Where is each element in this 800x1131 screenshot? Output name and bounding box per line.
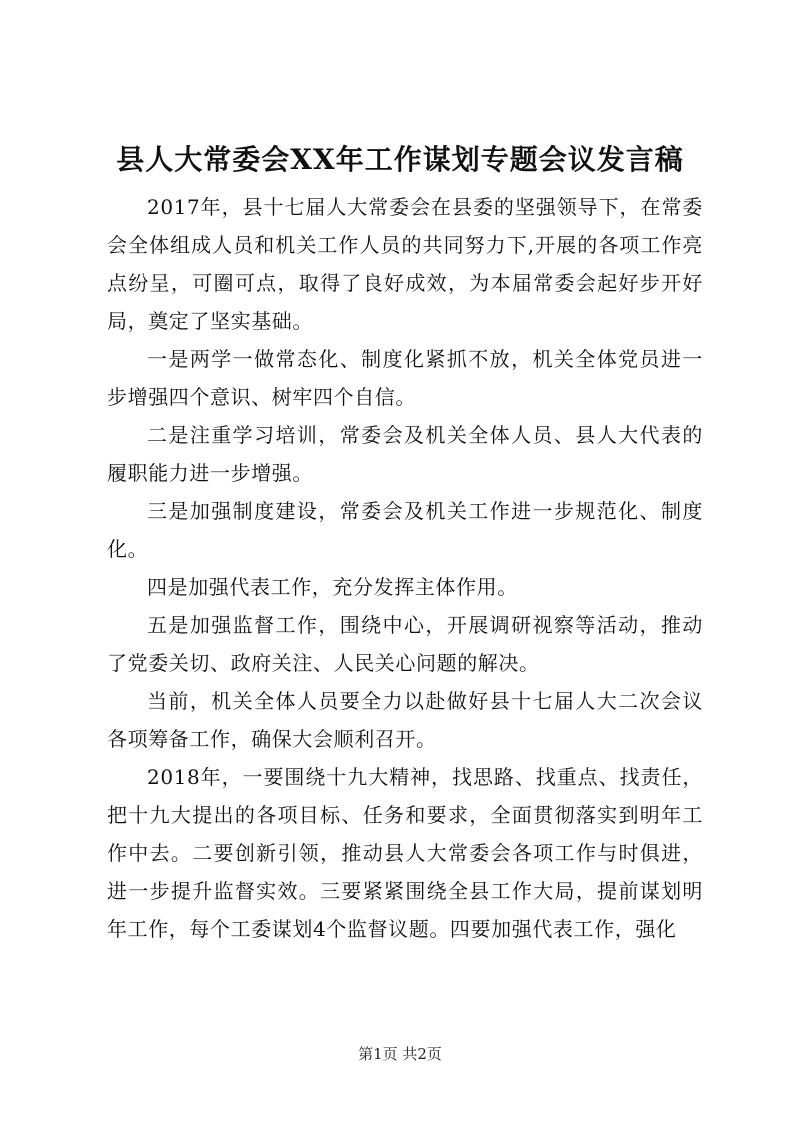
page-number-footer: 第1页 共2页 (358, 1045, 442, 1063)
document-body (107, 188, 703, 948)
paragraph-intro: 2017年，县十七届人大常委会在县委的坚强领导下，在常委会全体组成人员和机关工作人员的共同努力下,开展的各项工作亮点纷呈，可圈可点，取得了良好成效，为本届常委会起好步开好局，奠定了坚实基础。 (107, 195, 703, 333)
paragraph-item-3: 三是加强制度建设，常委会及机关工作进一步规范化、制度化。 (107, 499, 703, 561)
paragraph-item-4: 四是加强代表工作，充分发挥主体作用。 (147, 575, 518, 599)
paragraph-2018-plan: 2018年，一要围绕十九大精神，找思路、找重点、找责任，把十九大提出的各项目标、任务和要求，全面贯彻落实到明年工作中去。二要创新引领，推动县人大常委会各项工作与时俱进，进一步提升监督实效。三要紧紧围绕全县工作大局，提前谋划明年工作，每个工委谋划4个监督议题。四要加强代表工作，强化 (107, 765, 703, 941)
document-title: 县人大常委会XX年工作谋划专题会议发言稿 (116, 143, 684, 176)
paragraph-item-5: 五是加强监督工作，围绕中心，开展调研视察等活动，推动了党委关切、政府关注、人民关心问题的解决。 (107, 613, 703, 675)
paragraph-item-1: 一是两学一做常态化、制度化紧抓不放，机关全体党员进一步增强四个意识、树牢四个自信。 (107, 347, 703, 409)
paragraph-item-2: 二是注重学习培训，常委会及机关全体人员、县人大代表的履职能力进一步增强。 (107, 423, 703, 485)
paragraph-current: 当前，机关全体人员要全力以赴做好县十七届人大二次会议各项筹备工作，确保大会顺利召开。 (107, 689, 703, 751)
